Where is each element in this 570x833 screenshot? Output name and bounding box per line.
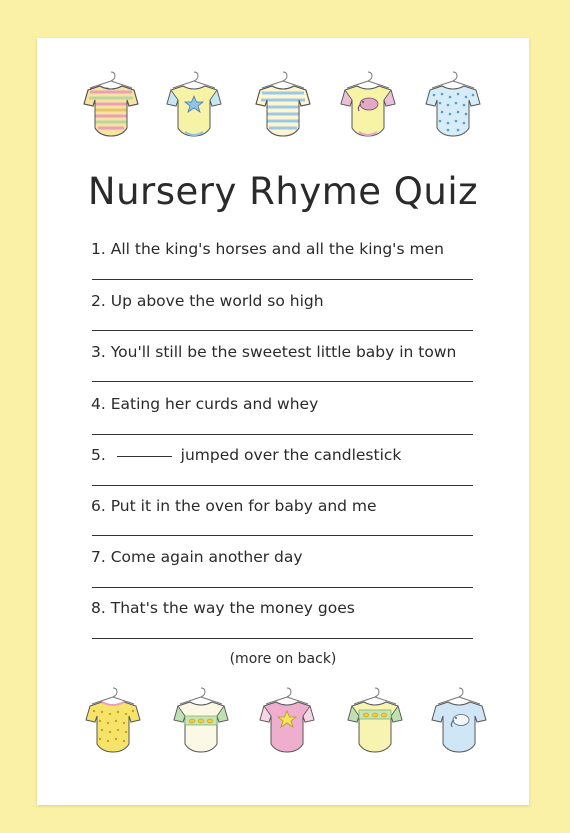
question-text: That's the way the money goes xyxy=(110,599,355,617)
question-number: 6. xyxy=(91,497,106,515)
elephant-onesie-icon xyxy=(426,686,492,758)
question-8 xyxy=(91,599,511,617)
question-number: 5. xyxy=(91,446,106,464)
quiz-card xyxy=(37,38,529,805)
elephant-onesie-icon xyxy=(335,70,401,142)
question-text: Come again another day xyxy=(110,548,303,566)
question-text: You'll still be the sweetest little baby in town xyxy=(110,343,457,361)
question-text: Up above the world so high xyxy=(110,292,324,310)
question-5 xyxy=(91,446,511,464)
answer-line-7[interactable] xyxy=(92,587,473,588)
blue-striped-onesie-icon xyxy=(250,70,316,142)
duck-onesie-icon xyxy=(168,686,234,758)
pink-star-onesie-icon xyxy=(254,686,320,758)
page-title: Nursery Rhyme Quiz xyxy=(87,170,479,213)
answer-line-1[interactable] xyxy=(92,279,473,280)
question-3 xyxy=(91,343,511,361)
top-onesie-row xyxy=(37,70,529,142)
polka-dot-onesie-icon xyxy=(420,70,486,142)
answer-line-2[interactable] xyxy=(92,330,473,331)
question-number: 4. xyxy=(91,395,106,413)
answer-line-5[interactable] xyxy=(92,485,473,486)
question-1 xyxy=(91,240,511,258)
question-text: All the king's horses and all the king's men xyxy=(110,240,444,258)
more-on-back-note: (more on back) xyxy=(229,651,337,667)
question-number: 7. xyxy=(91,548,106,566)
duck-onesie-icon xyxy=(342,686,408,758)
question-4 xyxy=(91,395,511,413)
question-6 xyxy=(91,497,511,515)
question-number: 8. xyxy=(91,599,106,617)
question-number: 2. xyxy=(91,292,106,310)
answer-line-3[interactable] xyxy=(92,381,473,382)
question-number: 3. xyxy=(91,343,106,361)
question-text: Put it in the oven for baby and me xyxy=(110,497,377,515)
question-text: Eating her curds and whey xyxy=(110,395,319,413)
question-number: 1. xyxy=(91,240,106,258)
question-2 xyxy=(91,292,511,310)
bottom-onesie-row xyxy=(37,686,529,758)
fill-in-blank[interactable] xyxy=(117,456,172,457)
striped-onesie-icon xyxy=(78,70,144,142)
answer-line-8[interactable] xyxy=(92,638,473,639)
dotted-onesie-icon xyxy=(80,686,146,758)
question-text: jumped over the candlestick xyxy=(180,446,402,464)
question-7 xyxy=(91,548,511,566)
answer-line-4[interactable] xyxy=(92,434,473,435)
answer-line-6[interactable] xyxy=(92,535,473,536)
star-onesie-icon xyxy=(161,70,227,142)
